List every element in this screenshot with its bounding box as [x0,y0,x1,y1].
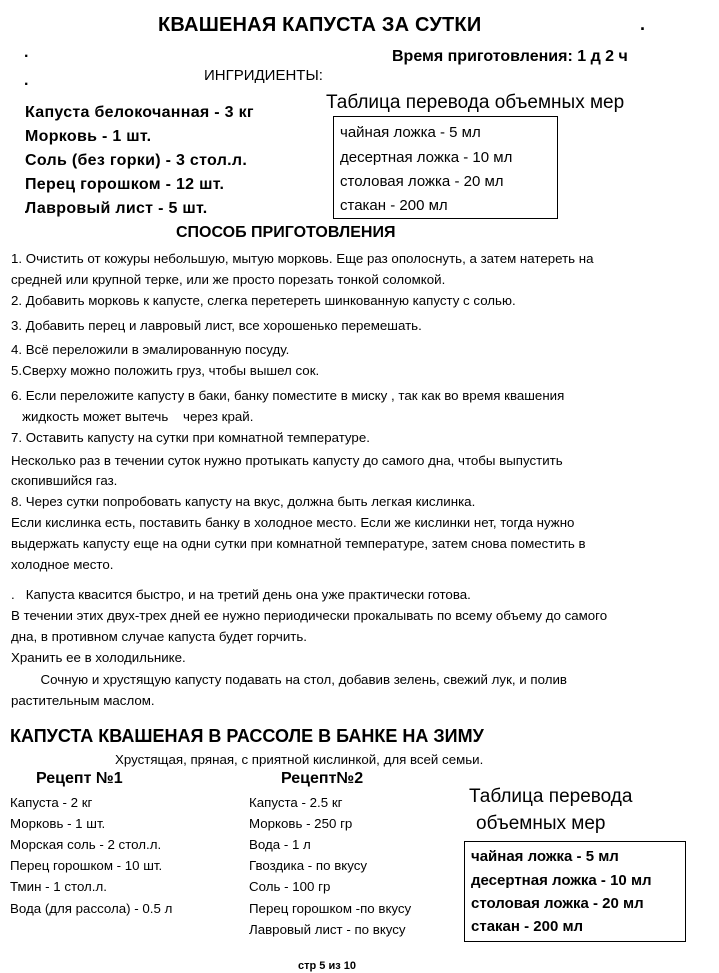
ingredient-item: Капуста белокочанная - 3 кг [25,104,254,121]
step-line: 4. Всё переложили в эмалированную посуду. [11,342,290,357]
variant1-item: Перец горошком - 10 шт. [10,858,163,873]
page-number: стр 5 из 10 [298,960,356,972]
ingredient-item: Морковь - 1 шт. [25,128,152,145]
conversion-table-heading: Таблица перевода [469,786,633,807]
conversion-row: стакан - 200 мл [340,197,448,214]
variant1-heading: Рецепт №1 [36,770,123,787]
recipe2-title: КАПУСТА КВАШЕНАЯ В РАССОЛЕ В БАНКЕ НА ЗИМУ [10,726,484,746]
conversion-table-heading: объемных мер [476,813,606,834]
conversion-row: стакан - 200 мл [471,918,584,935]
step-line: 5.Сверху можно положить груз, чтобы вышел сок. [11,363,320,378]
conversion-row: чайная ложка - 5 мл [340,124,481,141]
step-line: 2. Добавить морковь к капусте, слегка перетереть шинкованную капусту с солью. [11,293,516,308]
step-line: холодное место. [11,557,114,572]
conversion-row: чайная ложка - 5 мл [471,848,619,865]
variant2-item: Морковь - 250 гр [249,816,353,831]
variant2-item: Капуста - 2.5 кг [249,795,343,810]
step-line: выдержать капусту еще на одни сутки при комнатной температуре, затем снова поместить в [11,536,586,551]
title-dot: . [640,14,646,34]
step-line: 8. Через сутки попробовать капусту на вкус, должна быть легкая кислинка. [11,494,476,509]
variant1-item: Морская соль - 2 стол.л. [10,837,162,852]
step-line: скопившийся газ. [11,473,118,488]
conversion-table [333,116,558,219]
step-line: 7. Оставить капусту на сутки при комнатной температуре. [11,430,370,445]
variant2-item: Гвоздика - по вкусу [249,858,368,873]
ingredient-item: Лавровый лист - 5 шт. [25,200,208,217]
variant2-item: Перец горошком -по вкусу [249,901,412,916]
note-line: Хранить ее в холодильнике. [11,650,186,665]
ingredient-item: Перец горошком - 12 шт. [25,176,225,193]
conversion-row: столовая ложка - 20 мл [340,173,504,190]
ingredients-heading: ИНГРИДИЕНТЫ: [204,67,323,84]
conversion-table-heading: Таблица перевода объемных мер [326,92,625,113]
step-line: Если кислинка есть, поставить банку в холодное место. Если же кислинки нет, тогда нужно [11,515,575,530]
note-line: дна, в противном случае капуста будет горчить. [11,629,307,644]
note-line: В течении этих двух-трех дней ее нужно периодически прокалывать по всему объему до самого [11,608,608,623]
step-line: 3. Добавить перец и лавровый лист, все хорошенько перемешать. [11,318,422,333]
step-line: 1. Очистить от кожуры небольшую, мытую морковь. Еще раз ополоснуть, а затем натереть на [11,251,594,266]
recipe2-subtitle: Хрустящая, пряная, с приятной кислинкой, для всей семьи. [115,752,484,767]
recipe1-title: КВАШЕНАЯ КАПУСТА ЗА СУТКИ [158,14,482,36]
note-line: . Капуста квасится быстро, и на третий день она уже практически готова. [11,587,471,602]
variant2-heading: Рецепт№2 [281,770,364,787]
variant2-item: Вода - 1 л [249,837,311,852]
note-line: растительным маслом. [11,693,155,708]
stray-dot: . [24,44,29,61]
step-line: Несколько раз в течении суток нужно протыкать капусту до самого дна, чтобы выпустить [11,453,563,468]
step-line: средней или крупной терке, или же просто порезать тонкой соломкой. [11,272,446,287]
conversion-row: десертная ложка - 10 мл [340,149,513,166]
variant2-item: Соль - 100 гр [249,879,331,894]
conversion-table [464,841,686,942]
variant1-item: Вода (для рассола) - 0.5 л [10,901,173,916]
stray-dot: . [24,72,29,89]
conversion-row: столовая ложка - 20 мл [471,895,644,912]
variant2-item: Лавровый лист - по вкусу [249,922,406,937]
step-line: 6. Если переложите капусту в баки, банку поместите в миску , так как во время квашения [11,388,565,403]
ingredient-item: Соль (без горки) - 3 стол.л. [25,152,248,169]
method-heading: СПОСОБ ПРИГОТОВЛЕНИЯ [176,224,396,241]
step-line: жидкость может вытечь через край. [11,409,254,424]
variant1-item: Капуста - 2 кг [10,795,93,810]
note-line: Сочную и хрустящую капусту подавать на стол, добавив зелень, свежий лук, и полив [11,672,567,687]
variant1-item: Морковь - 1 шт. [10,816,106,831]
conversion-row: десертная ложка - 10 мл [471,872,652,889]
variant1-item: Тмин - 1 стол.л. [10,879,107,894]
prep-time: Время приготовления: 1 д 2 ч [392,48,628,65]
